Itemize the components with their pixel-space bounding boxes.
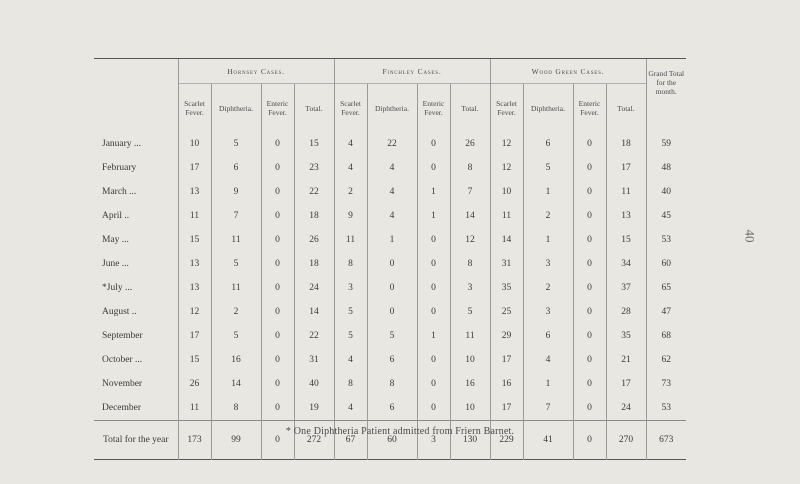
table-cell: 34 [606, 252, 646, 276]
table-cell: 5 [450, 300, 490, 324]
blank-subheader-cell [94, 84, 178, 133]
table-cell: 0 [261, 228, 294, 252]
month-label: September [102, 331, 143, 341]
wood-green-scarlet-header: Scarlet Fever. [490, 84, 523, 133]
table-cell: 8 [334, 372, 367, 396]
page-number: 40 [742, 229, 758, 243]
table-cell: 0 [261, 252, 294, 276]
blank-header-cell [94, 59, 178, 84]
table-cell: 0 [261, 156, 294, 180]
table-cell: 0 [573, 252, 606, 276]
table-cell: 4 [334, 156, 367, 180]
table-cell: 2 [523, 204, 573, 228]
table-cell: 13 [606, 204, 646, 228]
table-row [94, 156, 686, 180]
hornsey-scarlet-header: Scarlet Fever. [178, 84, 211, 133]
table-cell: 26 [178, 372, 211, 396]
month-label: February [102, 163, 137, 173]
table-cell: 19 [294, 396, 334, 421]
table-cell: 0 [261, 348, 294, 372]
table-cell: 3 [523, 300, 573, 324]
total-cell: 99 [211, 421, 261, 460]
table-cell: 1 [523, 372, 573, 396]
table-cell: 17 [490, 396, 523, 421]
group-header-row [94, 59, 686, 84]
table-row [94, 348, 686, 372]
total-cell: 130 [450, 421, 490, 460]
month-label: June ... [102, 259, 129, 269]
month-label: December [102, 403, 142, 413]
table-cell: 59 [646, 132, 686, 156]
table-cell: 10 [490, 180, 523, 204]
table-cell: 8 [367, 372, 417, 396]
table-cell: 40 [646, 180, 686, 204]
total-cell: 0 [261, 421, 294, 460]
table-cell: 26 [450, 132, 490, 156]
hornsey-diphtheria-header: Diphtheria. [211, 84, 261, 133]
table-cell: 7 [450, 180, 490, 204]
table-cell: 14 [211, 372, 261, 396]
table-cell: 40 [294, 372, 334, 396]
total-cell: 673 [646, 421, 686, 460]
table-cell: 3 [523, 252, 573, 276]
table-cell: 11 [178, 396, 211, 421]
table-cell: 24 [294, 276, 334, 300]
table-cell: 62 [646, 348, 686, 372]
table-cell: 17 [178, 156, 211, 180]
table-cell: 5 [334, 300, 367, 324]
table-cell: 1 [417, 204, 450, 228]
table-cell: 5 [211, 324, 261, 348]
table-cell: 53 [646, 396, 686, 421]
table-cell: 5 [334, 324, 367, 348]
table-cell: 4 [334, 348, 367, 372]
table-cell: 23 [294, 156, 334, 180]
table-cell: 6 [523, 132, 573, 156]
hornsey-total-header: Total. [294, 84, 334, 133]
table-cell: 0 [261, 324, 294, 348]
month-label: April .. [102, 211, 130, 221]
sub-header-row [94, 84, 686, 133]
table-cell: 11 [211, 276, 261, 300]
table-cell: 16 [450, 372, 490, 396]
table-cell: 31 [490, 252, 523, 276]
table-cell: 5 [211, 252, 261, 276]
table-cell: 7 [523, 396, 573, 421]
wood-green-enteric-header: Enteric Fever. [573, 84, 606, 133]
wood-green-total-header: Total. [606, 84, 646, 133]
grand-total-header: Grand Total for the month. [646, 59, 686, 132]
month-label: May ... [102, 235, 129, 245]
month-label: *July ... [102, 283, 133, 293]
table-cell: 1 [417, 180, 450, 204]
table-cell: 12 [178, 300, 211, 324]
finchley-diphtheria-header: Diphtheria. [367, 84, 417, 133]
table-cell: 18 [606, 132, 646, 156]
table-cell: 5 [367, 324, 417, 348]
table-cell: 35 [490, 276, 523, 300]
table-cell: 0 [417, 300, 450, 324]
table-cell: 3 [334, 276, 367, 300]
table-cell: 4 [334, 396, 367, 421]
month-label: November [102, 379, 143, 389]
table-cell: 6 [367, 348, 417, 372]
table-cell: 15 [294, 132, 334, 156]
table-cell: 11 [450, 324, 490, 348]
table-cell: 0 [573, 324, 606, 348]
table-cell: 0 [417, 372, 450, 396]
table-cell: 13 [178, 180, 211, 204]
table-cell: 18 [294, 204, 334, 228]
finchley-total-header: Total. [450, 84, 490, 133]
table-cell: 22 [294, 324, 334, 348]
table-cell: 11 [334, 228, 367, 252]
total-cell: 60 [367, 421, 417, 460]
table-cell: 0 [367, 276, 417, 300]
bottom-rule [94, 460, 686, 461]
month-label: August .. [102, 307, 137, 317]
table-cell: 25 [490, 300, 523, 324]
table-cell: 17 [490, 348, 523, 372]
table-row [94, 204, 686, 228]
footnote: * One Diphtheria Patient admitted from Friern Barnet. [285, 426, 515, 437]
table-cell: 7 [211, 204, 261, 228]
table-row [94, 300, 686, 324]
table-cell: 2 [523, 276, 573, 300]
table-cell: 45 [646, 204, 686, 228]
table-cell: 0 [417, 348, 450, 372]
table-cell: 0 [573, 204, 606, 228]
table-cell: 8 [334, 252, 367, 276]
table-cell: 11 [211, 228, 261, 252]
table-cell: 2 [334, 180, 367, 204]
table-cell: 3 [450, 276, 490, 300]
table-cell: 4 [367, 156, 417, 180]
table-cell: 5 [211, 132, 261, 156]
table-cell: 0 [573, 300, 606, 324]
table-cell: 0 [261, 300, 294, 324]
table-cell: 8 [450, 156, 490, 180]
table-cell: 22 [294, 180, 334, 204]
table-cell: 11 [490, 204, 523, 228]
table-cell: 12 [490, 132, 523, 156]
table-row [94, 228, 686, 252]
table-cell: 8 [450, 252, 490, 276]
table-cell: 9 [211, 180, 261, 204]
wood-green-header: Wood Green Cases. [490, 59, 646, 84]
table-cell: 0 [417, 396, 450, 421]
table-cell: 6 [367, 396, 417, 421]
table-cell: 22 [367, 132, 417, 156]
table-cell: 10 [450, 348, 490, 372]
table-cell: 0 [417, 132, 450, 156]
table-cell: 0 [367, 300, 417, 324]
month-label: March ... [102, 187, 137, 197]
table-cell: 0 [573, 276, 606, 300]
hornsey-enteric-header: Enteric Fever. [261, 84, 294, 133]
table-cell: 11 [606, 180, 646, 204]
table-cell: 17 [606, 156, 646, 180]
table-cell: 14 [450, 204, 490, 228]
table-cell: 6 [523, 324, 573, 348]
table-cell: 0 [573, 228, 606, 252]
table-cell: 17 [606, 372, 646, 396]
month-label: January ... [102, 139, 142, 149]
table-cell: 0 [573, 372, 606, 396]
table-cell: 53 [646, 228, 686, 252]
table-cell: 0 [367, 252, 417, 276]
table-cell: 47 [646, 300, 686, 324]
table-cell: 4 [523, 348, 573, 372]
table-cell: 65 [646, 276, 686, 300]
table-cell: 1 [523, 228, 573, 252]
table-cell: 0 [261, 204, 294, 228]
month-label: October ... [102, 355, 143, 365]
table-cell: 1 [367, 228, 417, 252]
table-cell: 8 [211, 396, 261, 421]
table-cell: 4 [334, 132, 367, 156]
table-cell: 15 [606, 228, 646, 252]
finchley-header: Finchley Cases. [334, 59, 490, 84]
total-cell: 173 [178, 421, 211, 460]
table-cell: 0 [261, 180, 294, 204]
total-cell: 3 [417, 421, 450, 460]
table-row [94, 396, 686, 421]
table-cell: 37 [606, 276, 646, 300]
table-cell: 16 [490, 372, 523, 396]
table-cell: 48 [646, 156, 686, 180]
table-cell: 0 [573, 132, 606, 156]
table-cell: 24 [606, 396, 646, 421]
table-cell: 0 [261, 372, 294, 396]
table-cell: 26 [294, 228, 334, 252]
table-cell: 0 [573, 396, 606, 421]
table-cell: 31 [294, 348, 334, 372]
table-cell: 0 [417, 276, 450, 300]
table-cell: 1 [523, 180, 573, 204]
table-cell: 13 [178, 276, 211, 300]
table-cell: 60 [646, 252, 686, 276]
table-row [94, 252, 686, 276]
table-cell: 0 [417, 252, 450, 276]
total-row-label: Total for the year [94, 421, 178, 460]
hornsey-header: Hornsey Cases. [178, 59, 334, 84]
table-cell: 16 [211, 348, 261, 372]
table-row [94, 276, 686, 300]
finchley-enteric-header: Enteric Fever. [417, 84, 450, 133]
table-cell: 0 [261, 276, 294, 300]
total-cell: 67 [334, 421, 367, 460]
table-cell: 14 [294, 300, 334, 324]
table-cell: 4 [367, 204, 417, 228]
table-cell: 4 [367, 180, 417, 204]
cases-table [94, 58, 686, 460]
table-cell: 28 [606, 300, 646, 324]
data-body [94, 132, 686, 421]
total-cell: 0 [573, 421, 606, 460]
table-cell: 0 [261, 396, 294, 421]
table-cell: 18 [294, 252, 334, 276]
total-cell: 272 [294, 421, 334, 460]
total-cell: 41 [523, 421, 573, 460]
table-cell: 12 [490, 156, 523, 180]
table-cell: 68 [646, 324, 686, 348]
table-row [94, 132, 686, 156]
table-cell: 13 [178, 252, 211, 276]
finchley-scarlet-header: Scarlet Fever. [334, 84, 367, 133]
table-cell: 15 [178, 348, 211, 372]
table-cell: 0 [573, 348, 606, 372]
table-cell: 29 [490, 324, 523, 348]
table-cell: 14 [490, 228, 523, 252]
table-cell: 0 [417, 156, 450, 180]
total-cell: 270 [606, 421, 646, 460]
table-cell: 35 [606, 324, 646, 348]
table-cell: 21 [606, 348, 646, 372]
table-row [94, 180, 686, 204]
table-cell: 0 [261, 132, 294, 156]
table-row [94, 372, 686, 396]
table-cell: 0 [573, 180, 606, 204]
table-cell: 15 [178, 228, 211, 252]
table-cell: 0 [573, 156, 606, 180]
table-cell: 1 [417, 324, 450, 348]
table-cell: 73 [646, 372, 686, 396]
table-cell: 10 [178, 132, 211, 156]
table-cell: 0 [417, 228, 450, 252]
table-cell: 10 [450, 396, 490, 421]
table-cell: 11 [178, 204, 211, 228]
table-cell: 6 [211, 156, 261, 180]
table-cell: 2 [211, 300, 261, 324]
table-cell: 5 [523, 156, 573, 180]
wood-green-diphtheria-header: Diphtheria. [523, 84, 573, 133]
table-cell: 9 [334, 204, 367, 228]
total-cell: 229 [490, 421, 523, 460]
table-row [94, 324, 686, 348]
table-cell: 12 [450, 228, 490, 252]
table-cell: 17 [178, 324, 211, 348]
